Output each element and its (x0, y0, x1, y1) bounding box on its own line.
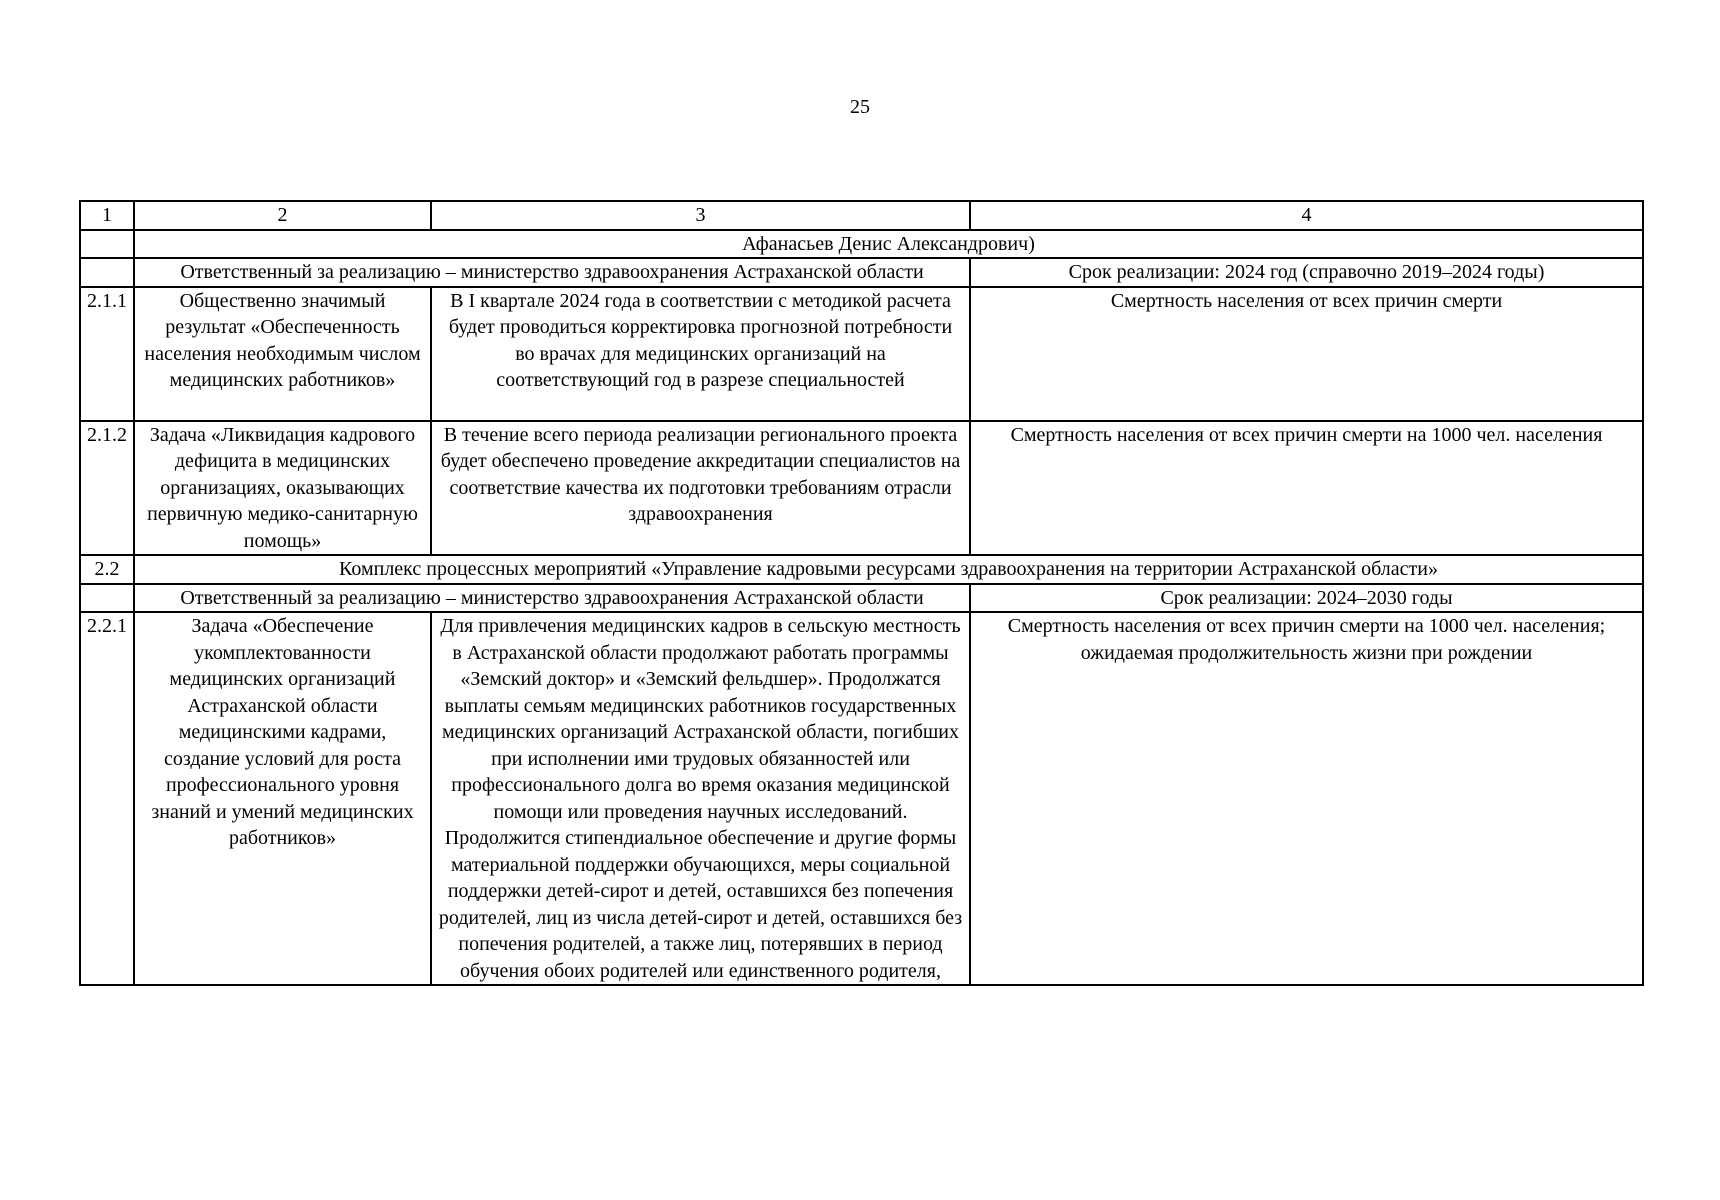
column-header: 3 (431, 201, 970, 230)
continuation-row (80, 230, 1643, 259)
row-description: Для привлечения медицинских кадров в сельскую местность в Астраханской области продолжают работать программы «Земский доктор» и «Земский фельдшер». Продолжатся выплаты семьям медицинских работников государственных медицинских организаций Астраханской области, погибших при исполнении ими трудовых обязанностей или профессионального долга во время оказания медицинской помощи или проведения научных исследований. Продолжится стипендиальное обеспечение и другие формы материальной поддержки обучающихся, меры социальной поддержки детей-сирот и детей, оставшихся без попечения родителей, лиц из числа детей-сирот и детей, оставшихся без попечения родителей, а также лиц, потерявших в период обучения обоих родителей или единственного родителя, (431, 612, 970, 985)
row-task: Общественно значимый результат «Обеспеченность населения необходимым числом медицинских работников» (134, 287, 431, 421)
section2-responsible: Ответственный за реализацию – министерство здравоохранения Астраханской области (134, 584, 970, 613)
row-indicator: Смертность населения от всех причин смерти на 1000 чел. населения (970, 421, 1643, 556)
header-row (80, 201, 1643, 230)
row-indicator: Смертность населения от всех причин смерти (970, 287, 1643, 421)
section2-term: Срок реализации: 2024–2030 годы (970, 584, 1643, 613)
table-row (80, 287, 1643, 421)
row-number: 2.1.1 (80, 287, 134, 421)
table-row (80, 612, 1643, 985)
row-task: Задача «Обеспечение укомплектованности медицинских организаций Астраханской области медицинскими кадрами, создание условий для роста профессионального уровня знаний и умений медицинских работников» (134, 612, 431, 985)
column-header: 2 (134, 201, 431, 230)
section2-title: Комплекс процессных мероприятий «Управление кадровыми ресурсами здравоохранения на территории Астраханской области» (134, 555, 1643, 584)
row-number: 2.2.1 (80, 612, 134, 985)
row-description: В I квартале 2024 года в соответствии с методикой расчета будет проводиться корректировка прогнозной потребности во врачах для медицинских организаций на соответствующий год в разрезе специальностей (431, 287, 970, 421)
column-header: 4 (970, 201, 1643, 230)
empty-cell (80, 258, 134, 287)
page-number: 25 (850, 96, 870, 118)
program-table (79, 200, 1644, 986)
table-row (80, 421, 1643, 556)
empty-cell (80, 230, 134, 259)
section2-number: 2.2 (80, 555, 134, 584)
section1-responsible: Ответственный за реализацию – министерство здравоохранения Астраханской области (134, 258, 970, 287)
continuation-name: Афанасьев Денис Александрович) (134, 230, 1643, 259)
row-indicator: Смертность населения от всех причин смерти на 1000 чел. населения; ожидаемая продолжительность жизни при рождении (970, 612, 1643, 985)
row-number: 2.1.2 (80, 421, 134, 556)
section1-term: Срок реализации: 2024 год (справочно 2019–2024 годы) (970, 258, 1643, 287)
empty-cell (80, 584, 134, 613)
section2-info-row (80, 584, 1643, 613)
row-task: Задача «Ликвидация кадрового дефицита в медицинских организациях, оказывающих первичную медико-санитарную помощь» (134, 421, 431, 556)
row-description: В течение всего периода реализации регионального проекта будет обеспечено проведение аккредитации специалистов на соответствие качества их подготовки требованиям отрасли здравоохранения (431, 421, 970, 556)
section2-title-row (80, 555, 1643, 584)
section1-info-row (80, 258, 1643, 287)
column-header: 1 (80, 201, 134, 230)
